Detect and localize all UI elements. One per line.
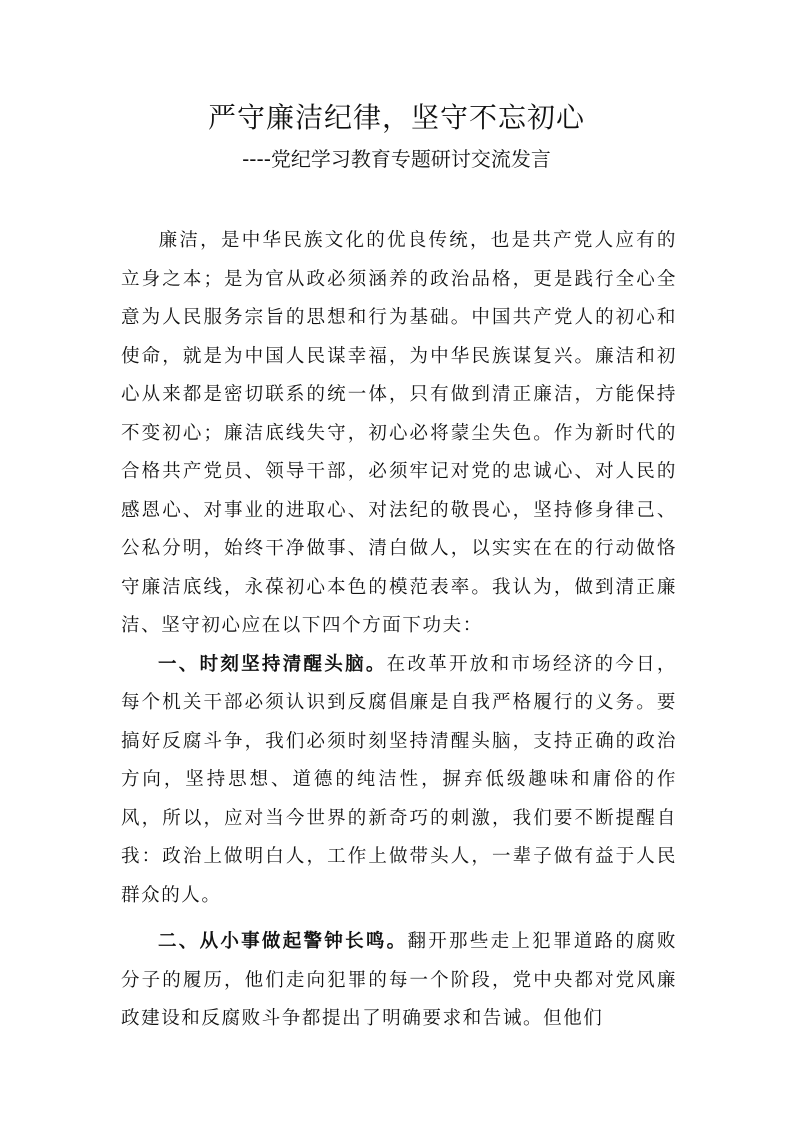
document-body	[121, 222, 677, 1039]
point-2-text: 翻开那些走上犯罪道路的腐败分子的履历，他们走向犯罪的每一个阶段，党中央都对党风廉政建设和反腐败斗争都提出了明确要求和告诫。但他们	[121, 931, 677, 1029]
transition-text: 我认为，做到清正廉洁、坚守初心应在以下四个方面下功夫：	[121, 576, 677, 636]
document-subtitle: ----党纪学习教育专题研讨交流发言	[242, 147, 551, 171]
point-1-heading: 一、时刻坚持清醒头脑。	[158, 653, 387, 675]
point-2-paragraph	[121, 923, 677, 1039]
point-2-heading: 二、从小事做起警钟长鸣。	[158, 931, 408, 952]
document-title: 严守廉洁纪律，坚守不忘初心	[207, 101, 585, 134]
point-1-paragraph	[121, 646, 677, 916]
point-1-text: 在改革开放和市场经济的今日，每个机关干部必须认识到反腐倡廉是自我严格履行的义务。要搞好反腐斗争，我们必须时刻坚持清醒头脑，支持正确的政治方向，坚持思想、道德的纯洁性，摒弃低级趣味和庸俗的作风，所以，应对当今世界的新奇巧的刺激，我们要不断提醒自我：政治上做明白人，工作上做带头人，一辈子做有益于人民群众的人。	[121, 653, 677, 906]
intro-text: 廉洁，是中华民族文化的优良传统，也是共产党人应有的立身之本；是为官从政必须涵养的政治品格，更是践行全心全意为人民服务宗旨的思想和行为基础。中国共产党人的初心和使命，就是为中国人民谋幸福，为中华民族谋复兴。廉洁和初心从来都是密切联系的统一体，只有做到清正廉洁，方能保持不变初心；廉洁底线失守，初心必将蒙尘失色。作为新时代的合格共产党员、领导干部，必须牢记对党的忠诚心、对人民的感恩心、对事业的进取心、对法纪的敬畏心，坚持修身律己、公私分明，始终干净做事、清白做人，以实实在在的行动做恪守廉洁底线，永葆初心本色的模范表率。	[121, 230, 677, 598]
intro-paragraph	[121, 222, 677, 646]
